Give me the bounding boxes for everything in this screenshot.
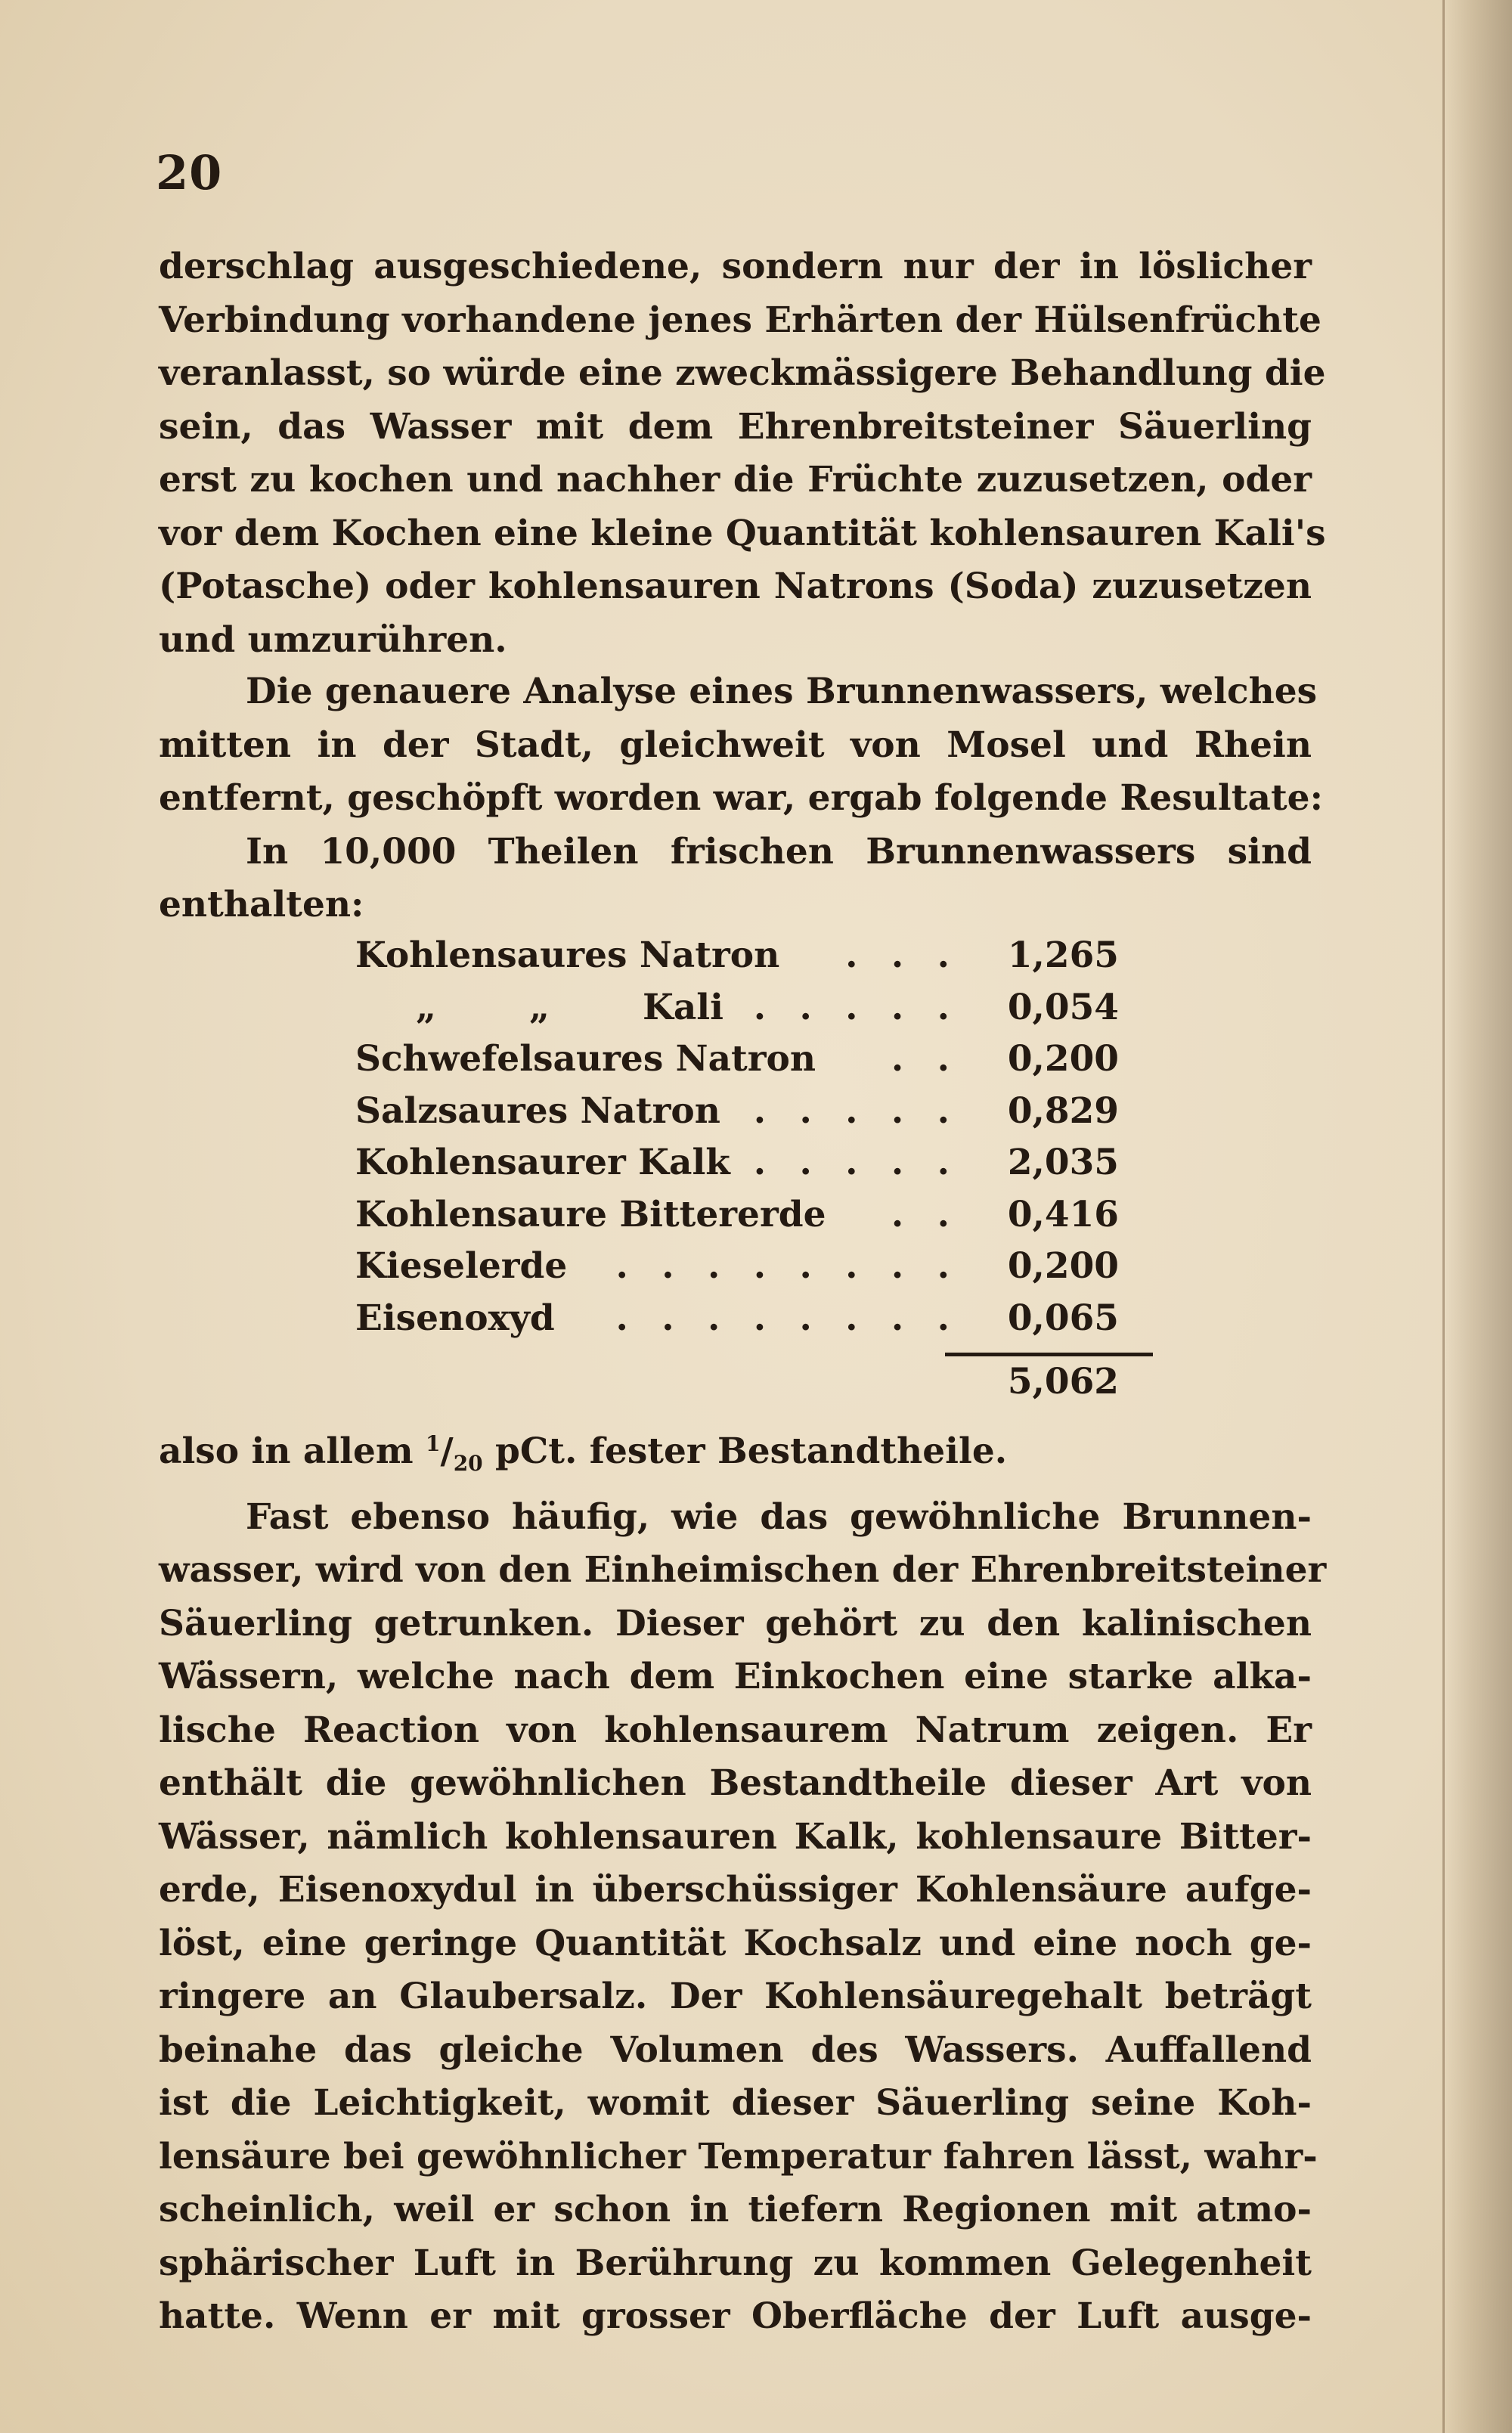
- text-line: sein, das Wasser mit dem Ehrenbreitsteiner Säuerling: [159, 405, 1312, 448]
- text-line: scheinlich, weil er schon in tiefern Regionen mit atmo-: [159, 2189, 1312, 2230]
- text-line: Säuerling getrunken. Dieser gehört zu den kalinischen: [159, 1602, 1312, 1644]
- text-fragment: also in allem: [159, 1430, 426, 1472]
- text-line: Verbindung vorhandene jenes Erhärten der Hülsenfrüchte: [159, 299, 1321, 341]
- table-row: [355, 1086, 1172, 1138]
- substance-value: 0,065: [1007, 1297, 1119, 1339]
- text-line: sphärischer Luft in Berührung zu kommen Gelegenheit: [159, 2242, 1312, 2284]
- text-line: lische Reaction von kohlensaurem Natrum zeigen. Er: [159, 1709, 1312, 1751]
- page-number: 20: [156, 145, 223, 200]
- text-line: (Potasche) oder kohlensauren Natrons (Soda) zuzusetzen: [159, 566, 1312, 607]
- paragraph-2: [159, 665, 1323, 932]
- substance-name: Eisenoxyd: [355, 1297, 555, 1339]
- text-line: ist die Leichtigkeit, womit dieser Säuerling seine Koh-: [159, 2082, 1312, 2124]
- text-line: Fast ebenso häufig, wie das gewöhnliche Brunnen-: [246, 1495, 1312, 1538]
- text-line: derschlag ausgeschiedene, sondern nur der in löslicher: [159, 246, 1312, 287]
- text-line: und umzurühren.: [159, 618, 507, 661]
- leader-dots: . . . . .: [753, 1142, 960, 1183]
- text-line: entfernt, geschöpft worden war, ergab folgende Resultate:: [159, 777, 1323, 819]
- text-line: Die genauere Analyse eines Brunnenwassers, welches: [246, 671, 1318, 712]
- text-fragment: pCt. fester Bestandtheile.: [482, 1430, 1008, 1472]
- leader-dots: . . . . .: [753, 986, 960, 1028]
- text-line: Wässer, nämlich kohlensauren Kalk, kohlensaure Bitter-: [159, 1815, 1312, 1858]
- substance-value: 0,416: [1007, 1193, 1119, 1235]
- substance-name: Salzsaures Natron: [355, 1089, 720, 1132]
- leader-dots: . . .: [845, 934, 960, 976]
- text-line: löst, eine geringe Quantität Kochsalz und eine noch ge-: [159, 1922, 1312, 1964]
- text-line: mitten in der Stadt, gleichweit von Mosel und Rhein: [159, 724, 1312, 766]
- leader-dots: . .: [891, 1038, 960, 1080]
- substance-value: 0,829: [1007, 1089, 1119, 1132]
- table-row: [355, 1189, 1172, 1241]
- substance-name: Kali: [643, 986, 724, 1028]
- text-line: erst zu kochen und nachher die Früchte zuzusetzen, oder: [159, 459, 1312, 501]
- text-line: ringere an Glaubersalz. Der Kohlensäuregehalt beträgt: [159, 1976, 1312, 2017]
- text-line: erde, Eisenoxydul in überschüssiger Kohlensäure aufge-: [159, 1869, 1312, 1911]
- substance-value: 0,200: [1007, 1245, 1119, 1287]
- text-line: enthalten:: [159, 884, 364, 925]
- leader-dots: . .: [891, 1193, 960, 1235]
- table-row: [355, 1034, 1172, 1086]
- substance-name: Schwefelsaures Natron: [355, 1038, 816, 1080]
- substance-value: 0,054: [1007, 986, 1119, 1028]
- text-line: enthält die gewöhnlichen Bestandtheile dieser Art von: [159, 1762, 1312, 1804]
- text-line: veranlasst, so würde eine zweckmässigere Behandlung die: [159, 352, 1326, 394]
- text-line: In 10,000 Theilen frischen Brunnenwassers sind: [246, 830, 1312, 872]
- text-line: [159, 1418, 1312, 1491]
- fraction-denominator: 20: [453, 1451, 483, 1476]
- page-edge-shadow: [1444, 0, 1512, 2433]
- fraction-numerator: 1: [426, 1431, 441, 1456]
- paragraph-1: [159, 240, 1326, 667]
- substance-name: Kohlensaurer Kalk: [355, 1142, 730, 1183]
- ditto-mark: „: [416, 986, 437, 1028]
- text-line: wasser, wird von den Einheimischen der Ehrenbreitsteiner: [159, 1549, 1327, 1591]
- paragraph-3: [159, 1418, 1327, 2344]
- substance-name: Kieselerde: [355, 1245, 568, 1287]
- ditto-mark: „: [529, 986, 550, 1028]
- table-row: [355, 1293, 1172, 1345]
- table-row: [355, 982, 1172, 1034]
- substance-value: 2,035: [1007, 1142, 1119, 1183]
- text-line: Wässern, welche nach dem Einkochen eine starke alka-: [159, 1656, 1312, 1697]
- text-line: hatte. Wenn er mit grosser Oberfläche der Luft ausge-: [159, 2295, 1312, 2337]
- fraction-slash: /: [440, 1430, 454, 1472]
- text-line: beinahe das gleiche Volumen des Wassers. Auffallend: [159, 2029, 1312, 2071]
- substance-name: Kohlensaure Bittererde: [355, 1193, 826, 1235]
- leader-dots: . . . . . . . .: [615, 1297, 960, 1339]
- leader-dots: . . . . .: [753, 1089, 960, 1132]
- total-value: 5,062: [1007, 1361, 1119, 1402]
- fraction: [426, 1430, 483, 1476]
- text-line: lensäure bei gewöhnlicher Temperatur fahren lässt, wahr-: [159, 2135, 1318, 2177]
- leader-dots: . . . . . . . .: [615, 1245, 960, 1287]
- table-row: [355, 1241, 1172, 1293]
- table-row: [355, 930, 1172, 982]
- analysis-table: [355, 930, 1172, 1344]
- page-edge-line: [1442, 0, 1445, 2433]
- substance-value: 1,265: [1007, 934, 1119, 976]
- table-row: [355, 1137, 1172, 1189]
- substance-value: 0,200: [1007, 1038, 1119, 1080]
- substance-name: Kohlensaures Natron: [355, 934, 780, 976]
- text-line: vor dem Kochen eine kleine Quantität kohlensauren Kali's: [159, 512, 1326, 554]
